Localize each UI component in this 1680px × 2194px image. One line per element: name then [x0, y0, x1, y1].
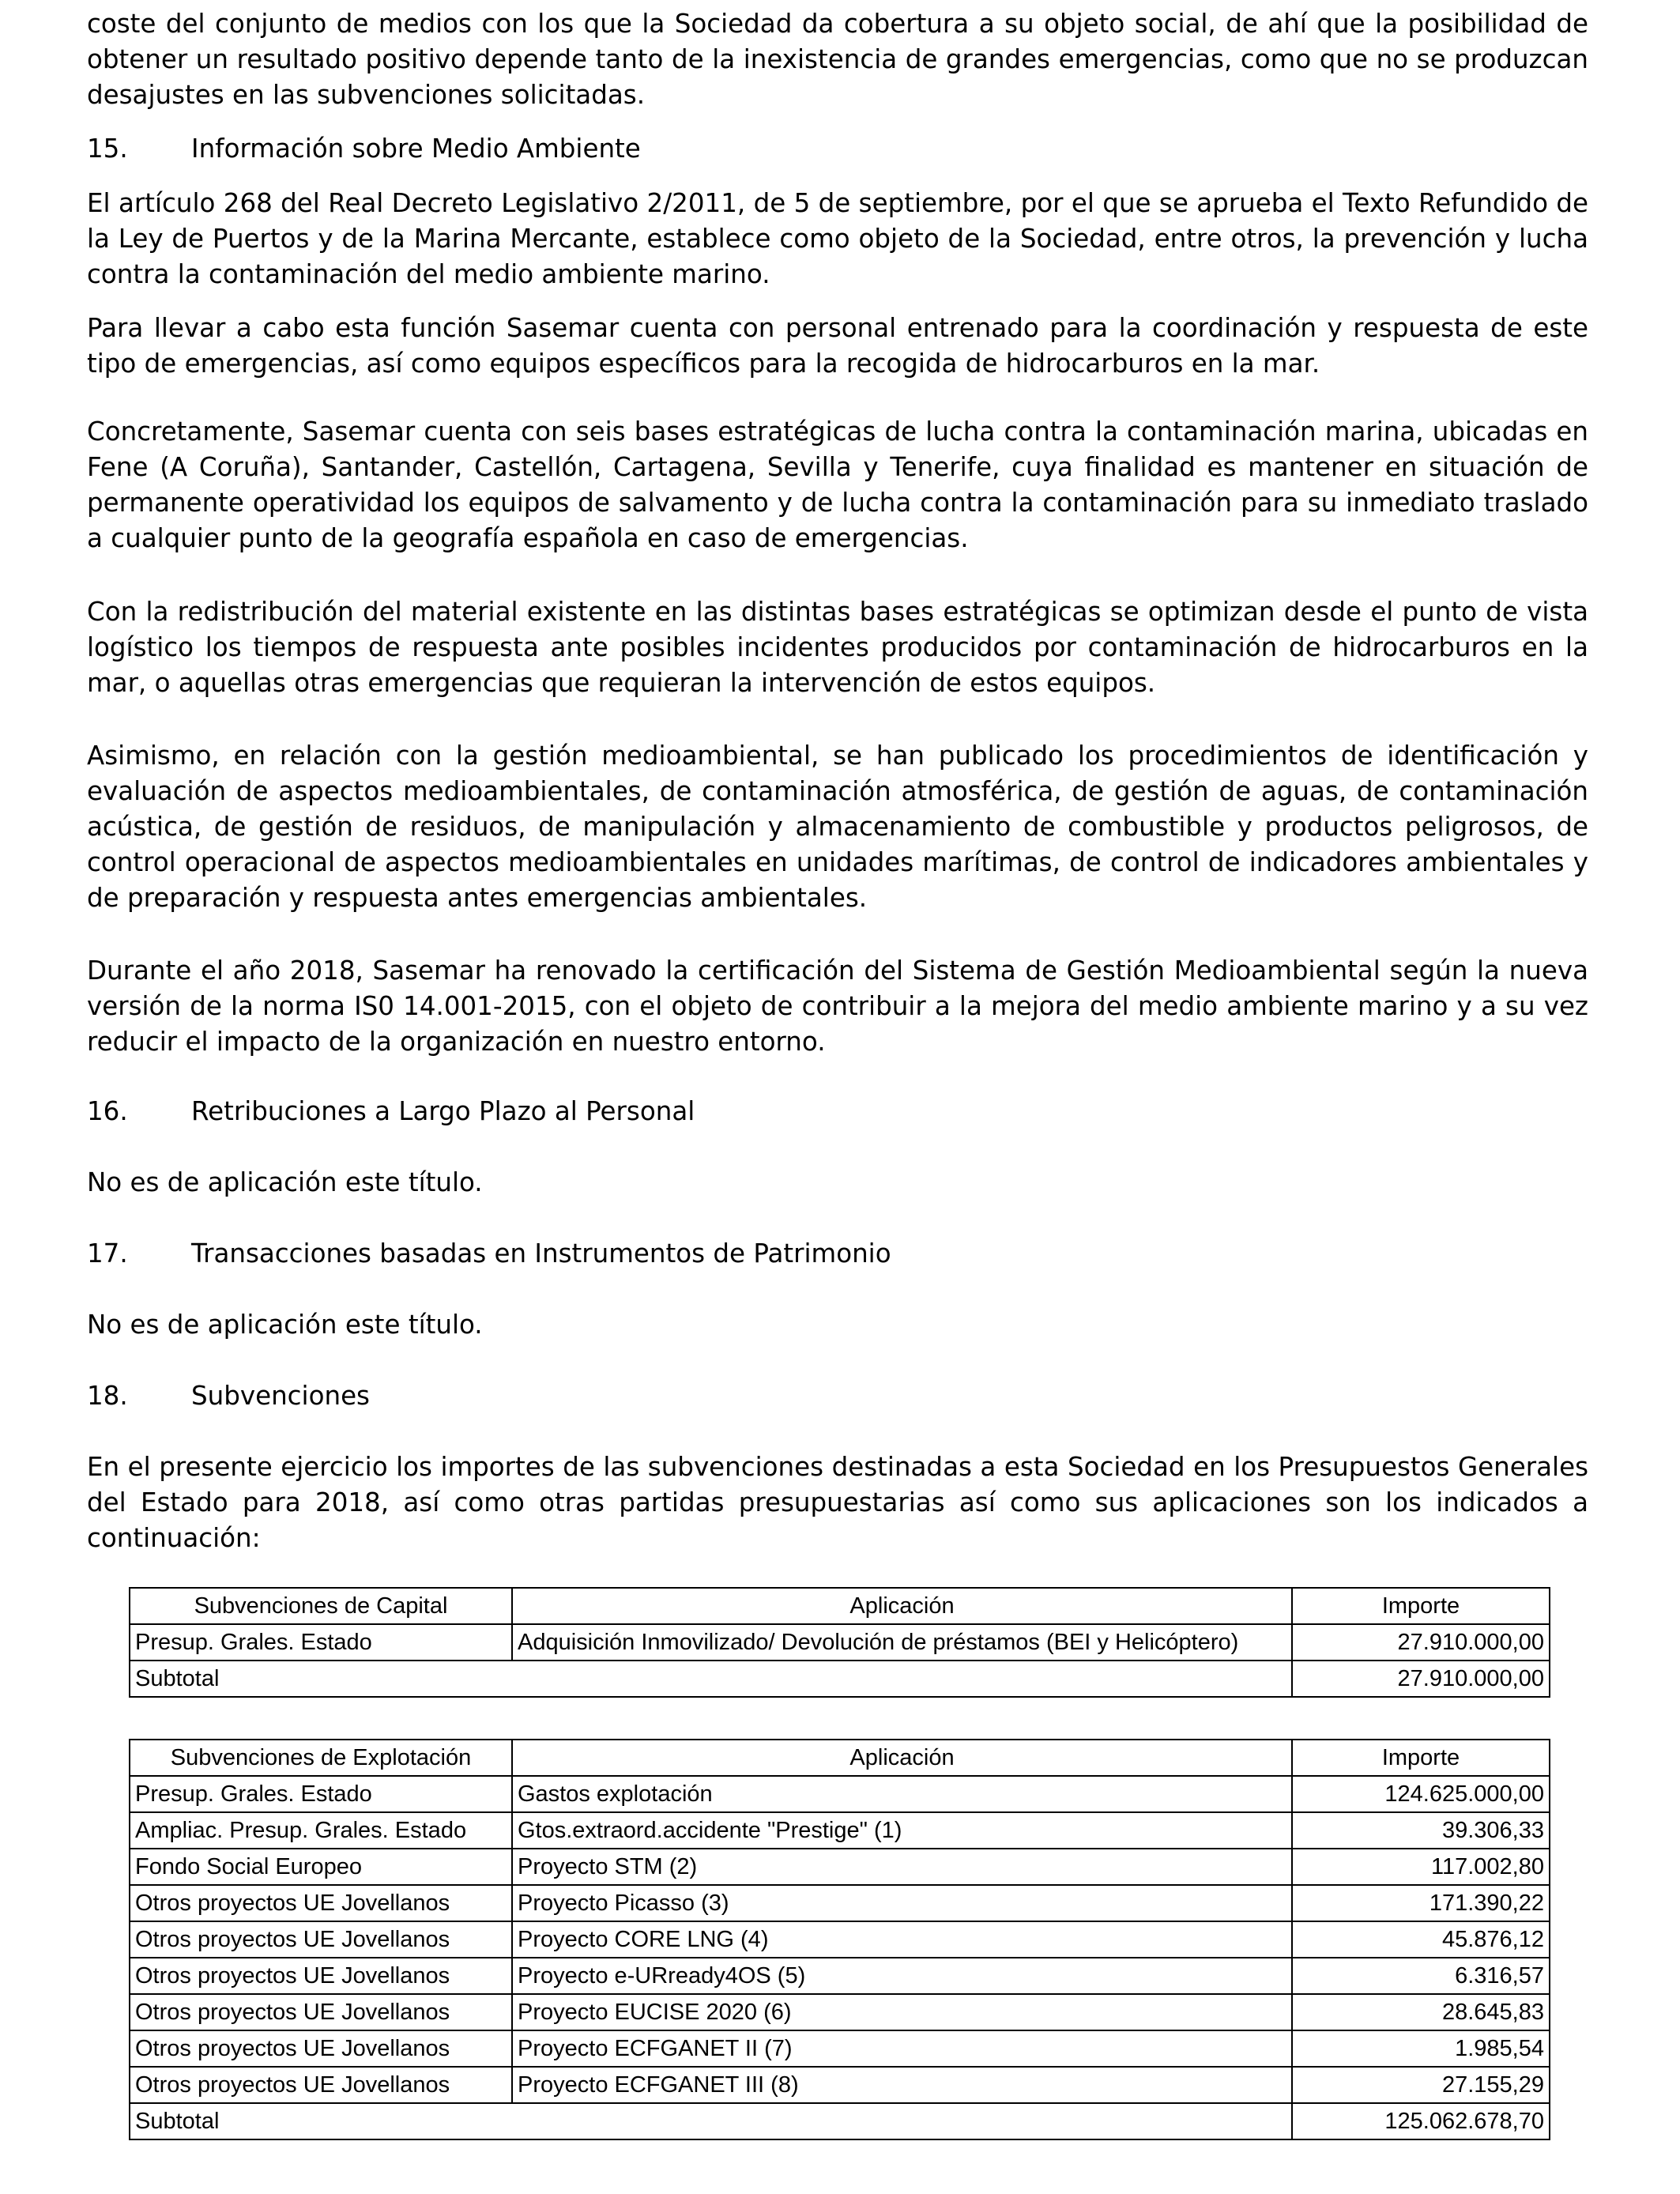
source-cell: Otros proyectos UE Jovellanos: [130, 2030, 512, 2067]
paragraph-not-applicable-16: No es de aplicación este título.: [87, 1167, 483, 1197]
table-row: [130, 2067, 1550, 2103]
paragraph-not-applicable-17: No es de aplicación este título.: [87, 1310, 483, 1340]
amount-cell: 117.002,80: [1292, 1849, 1550, 1885]
section-number: 17.: [87, 1238, 128, 1269]
paragraph-environmental-procedures: Asimismo, en relación con la gestión medioambiental, se han publicado los procedimientos de identificación y evaluación de aspectos medioambientales, de contaminación atmosférica, de gestión de aguas, de contaminación acústica, de gestión de residuos, de manipulación y almacenamiento de combustible y productos peligrosos, de control operacional de aspectos medioambientales en unidades marítimas, de control de indicadores ambientales y de preparación y respuesta antes emergencias ambientales.: [87, 741, 1588, 913]
operating-subsidies-table: [129, 1739, 1550, 2140]
amount-cell: 39.306,33: [1292, 1812, 1550, 1849]
subtotal-amount: 125.062.678,70: [1292, 2103, 1550, 2139]
table-header-row: [130, 1740, 1550, 1776]
source-cell: Fondo Social Europeo: [130, 1849, 512, 1885]
subtotal-label: Subtotal: [130, 2103, 1292, 2139]
table-header-row: [130, 1588, 1550, 1624]
application-cell: Proyecto e-URready4OS (5): [512, 1958, 1292, 1994]
section-number: 18.: [87, 1381, 128, 1411]
application-cell: Proyecto STM (2): [512, 1849, 1292, 1885]
paragraph-results-note: coste del conjunto de medios con los que la Sociedad da cobertura a su objeto social, de ahí que la posibilidad de obtener un resultado positivo depende tanto de la inexistencia de grandes emergencias, como que no se produzcan desajustes en las subvenciones solicitadas.: [87, 9, 1588, 110]
source-cell: Otros proyectos UE Jovellanos: [130, 1994, 512, 2030]
subtotal-row: [130, 2103, 1550, 2139]
paragraph-certification: Durante el año 2018, Sasemar ha renovado la certificación del Sistema de Gestión Medioambiental según la nueva versión de la norma IS0 14.001-2015, con el objeto de contribuir a la mejora del medio ambiente marino y a su vez reducir el impacto de la organización en nuestro entorno.: [87, 956, 1588, 1057]
header-cell: Aplicación: [512, 1740, 1292, 1776]
source-cell: Otros proyectos UE Jovellanos: [130, 2067, 512, 2103]
table-row: [130, 1776, 1550, 1812]
section-heading-17: [87, 1236, 891, 1272]
amount-cell: 124.625.000,00: [1292, 1776, 1550, 1812]
source-cell: Presup. Grales. Estado: [130, 1776, 512, 1812]
amount-cell: 27.155,29: [1292, 2067, 1550, 2103]
section-title: Subvenciones: [191, 1381, 370, 1411]
application-cell: Adquisición Inmovilizado/ Devolución de préstamos (BEI y Helicóptero): [512, 1624, 1292, 1661]
section-number: 15.: [87, 134, 128, 164]
application-cell: Proyecto Picasso (3): [512, 1885, 1292, 1921]
section-heading-16: [87, 1094, 695, 1129]
source-cell: Otros proyectos UE Jovellanos: [130, 1958, 512, 1994]
header-cell: Importe: [1292, 1588, 1550, 1624]
section-number: 16.: [87, 1096, 128, 1126]
amount-cell: 45.876,12: [1292, 1921, 1550, 1958]
header-cell: Importe: [1292, 1740, 1550, 1776]
paragraph-redistribution: Con la redistribución del material existente en las distintas bases estratégicas se optimizan desde el punto de vista logístico los tiempos de respuesta ante posibles incidentes producidos por contaminación de hidrocarburos en la mar, o aquellas otras emergencias que requieran la intervención de estos equipos.: [87, 597, 1588, 698]
source-cell: Otros proyectos UE Jovellanos: [130, 1921, 512, 1958]
subtotal-amount: 27.910.000,00: [1292, 1661, 1550, 1697]
section-heading-18: [87, 1378, 370, 1414]
table-row: [130, 1994, 1550, 2030]
paragraph-subsidies-intro: En el presente ejercicio los importes de las subvenciones destinadas a esta Sociedad en los Presupuestos Generales del Estado para 2018, así como otras partidas presupuestarias así como sus aplicaciones son los indicados a continuación:: [87, 1452, 1588, 1553]
paragraph-legal-basis: El artículo 268 del Real Decreto Legislativo 2/2011, de 5 de septiembre, por el que se aprueba el Texto Refundido de la Ley de Puertos y de la Marina Mercante, establece como objeto de la Sociedad, entre otros, la prevención y lucha contra la contaminación del medio ambiente marino.: [87, 188, 1588, 289]
source-cell: Presup. Grales. Estado: [130, 1624, 512, 1661]
amount-cell: 1.985,54: [1292, 2030, 1550, 2067]
amount-cell: 27.910.000,00: [1292, 1624, 1550, 1661]
amount-cell: 6.316,57: [1292, 1958, 1550, 1994]
application-cell: Gtos.extraord.accidente "Prestige" (1): [512, 1812, 1292, 1849]
source-cell: Ampliac. Presup. Grales. Estado: [130, 1812, 512, 1849]
header-cell: Subvenciones de Capital: [130, 1588, 512, 1624]
table-row: [130, 1624, 1550, 1661]
application-cell: Gastos explotación: [512, 1776, 1292, 1812]
application-cell: Proyecto EUCISE 2020 (6): [512, 1994, 1292, 2030]
header-cell: Subvenciones de Explotación: [130, 1740, 512, 1776]
application-cell: Proyecto ECFGANET III (8): [512, 2067, 1292, 2103]
header-cell: Aplicación: [512, 1588, 1292, 1624]
table-row: [130, 1958, 1550, 1994]
source-cell: Otros proyectos UE Jovellanos: [130, 1885, 512, 1921]
application-cell: Proyecto ECFGANET II (7): [512, 2030, 1292, 2067]
subtotal-label: Subtotal: [130, 1661, 1292, 1697]
amount-cell: 171.390,22: [1292, 1885, 1550, 1921]
application-cell: Proyecto CORE LNG (4): [512, 1921, 1292, 1958]
section-title: Información sobre Medio Ambiente: [191, 134, 641, 164]
table-row: [130, 2030, 1550, 2067]
table-row: [130, 1921, 1550, 1958]
section-title: Retribuciones a Largo Plazo al Personal: [191, 1096, 695, 1126]
table-row: [130, 1812, 1550, 1849]
section-heading-15: [87, 131, 641, 167]
amount-cell: 28.645,83: [1292, 1994, 1550, 2030]
paragraph-strategic-bases: Concretamente, Sasemar cuenta con seis bases estratégicas de lucha contra la contaminación marina, ubicadas en Fene (A Coruña), Santander, Castellón, Cartagena, Sevilla y Tenerife, cuya finalidad es mantener en situación de permanente operatividad los equipos de salvamento y de lucha contra la contaminación para su inmediato traslado a cualquier punto de la geografía española en caso de emergencias.: [87, 417, 1588, 553]
paragraph-personnel: Para llevar a cabo esta función Sasemar cuenta con personal entrenado para la coordinación y respuesta de este tipo de emergencias, así como equipos específicos para la recogida de hidrocarburos en la mar.: [87, 313, 1588, 379]
section-title: Transacciones basadas en Instrumentos de Patrimonio: [191, 1238, 891, 1269]
capital-subsidies-table: [129, 1587, 1550, 1698]
subtotal-row: [130, 1661, 1550, 1697]
table-row: [130, 1885, 1550, 1921]
table-row: [130, 1849, 1550, 1885]
